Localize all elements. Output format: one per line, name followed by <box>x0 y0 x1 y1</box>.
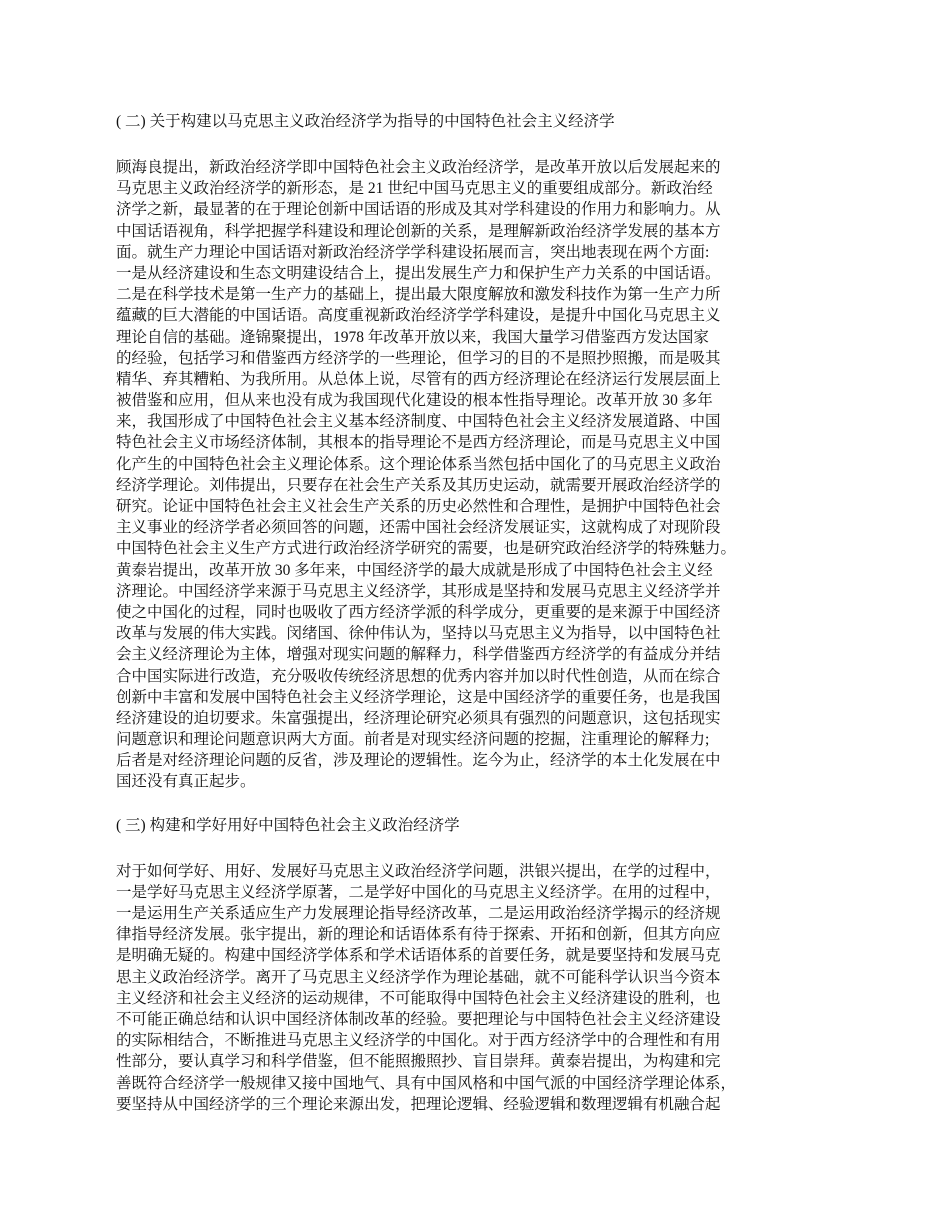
paragraph-line: 蕴藏的巨大潜能的中国话语。高度重视新政治经济学学科建设，是提升中国化马克思主义 <box>116 307 721 325</box>
document-page <box>116 111 842 1137</box>
paragraph-line: 经济学理论。刘伟提出，只要存在社会生产关系及其历史运动，就需要开展政治经济学的 <box>116 476 721 494</box>
paragraph-line: 善既符合经济学一般规律又接中国地气、具有中国风格和中国气派的中国经济学理论体系， <box>116 1074 737 1092</box>
paragraph-line: 二是在科学技术是第一生产力的基础上，提出最大限度解放和激发科技作为第一生产力所 <box>116 286 721 304</box>
paragraph-line: 一是运用生产关系适应生产力发展理论指导经济改革，二是运用政治经济学揭示的经济规 <box>116 905 721 922</box>
paragraph-line: 理论自信的基础。逄锦聚提出，1978 年改革开放以来，我国大量学习借鉴西方发达国家 <box>116 328 709 346</box>
paragraph-line: 要坚持从中国经济学的三个理论来源出发，把理论逻辑、经验逻辑和数理逻辑有机融合起 <box>116 1095 721 1113</box>
paragraph-line: 性部分，要认真学习和科学借鉴，但不能照搬照抄、盲目崇拜。黄泰岩提出，为构建和完 <box>116 1053 721 1071</box>
paragraph-line: 济理论。中国经济学来源于马克思主义经济学，其形成是坚持和发展马克思主义经济学并 <box>116 582 721 600</box>
paragraph-line: 不可能正确总结和认识中国经济体制改革的经验。要把理论与中国特色社会主义经济建设 <box>116 1010 721 1028</box>
section-body-2 <box>116 157 842 793</box>
paragraph-line: 顾海良提出，新政治经济学即中国特色社会主义政治经济学，是改革开放以后发展起来的 <box>116 159 721 176</box>
paragraph-line: 经济建设的迫切要求。朱富强提出，经济理论研究必须具有强烈的问题意识，这包括现实 <box>116 709 721 727</box>
paragraph-line: 中国特色社会主义生产方式进行政治经济学研究的需要，也是研究政治经济学的特殊魅力。 <box>116 540 737 558</box>
paragraph-line: 主义事业的经济学者必须回答的问题，还需中国社会经济发展证实，这就构成了对现阶段 <box>116 519 721 537</box>
paragraph-line: 对于如何学好、用好、发展好马克思主义政治经济学问题，洪银兴提出，在学的过程中， <box>116 862 721 880</box>
paragraph-line: 黄泰岩提出，改革开放 30 多年来，中国经济学的最大成就是形成了中国特色社会主义经 <box>116 561 713 579</box>
section-heading-2: ( 二) 关于构建以马克思主义政治经济学为指导的中国特色社会主义经济学 <box>116 113 615 130</box>
paragraph-line: 问题意识和理论问题意识两大方面。前者是对现实经济问题的挖掘，注重理论的解释力; <box>116 731 710 749</box>
paragraph-line: 的经验，包括学习和借鉴西方经济学的一些理论，但学习的目的不是照抄照搬，而是吸其 <box>116 349 721 367</box>
paragraph-line: 律指导经济发展。张宇提出，新的理论和话语体系有待于探索、开拓和创新，但其方向应 <box>116 926 721 944</box>
paragraph-line: 济学之新，最显著的在于理论创新中国话语的形成及其对学科建设的作用力和影响力。从 <box>116 201 721 219</box>
paragraph-line: 面。就生产力理论中国话语对新政治经济学学科建设拓展而言，突出地表现在两个方面: <box>116 243 710 261</box>
paragraph-line: 是明确无疑的。构建中国经济学体系和学术话语体系的首要任务，就是要坚持和发展马克 <box>116 947 721 965</box>
paragraph-line: 思主义政治经济学。离开了马克思主义经济学作为理论基础，就不可能科学认识当今资本 <box>116 968 721 986</box>
paragraph-line: 特色社会主义市场经济体制，其根本的指导理论不是西方经济理论，而是马克思主义中国 <box>116 434 721 452</box>
section-heading-3: ( 三) 构建和学好用好中国特色社会主义政治经济学 <box>116 816 460 834</box>
paragraph-line: 国还没有真正起步。 <box>116 773 256 791</box>
paragraph-line: 会主义经济理论为主体，增强对现实问题的解释力，科学借鉴西方经济学的有益成分并结 <box>116 646 721 664</box>
paragraph-line: 后者是对经济理论问题的反省，涉及理论的逻辑性。迄今为止，经济学的本土化发展在中 <box>116 752 721 770</box>
paragraph-line: 化产生的中国特色社会主义理论体系。这个理论体系当然包括中国化了的马克思主义政治 <box>116 455 721 473</box>
paragraph-line: 研究。论证中国特色社会主义社会生产关系的历史必然性和合理性，是拥护中国特色社会 <box>116 498 721 515</box>
section-body-3 <box>116 861 842 1115</box>
paragraph-line: 马克思主义政治经济学的新形态，是 21 世纪中国马克思主义的重要组成部分。新政治经 <box>116 180 713 198</box>
paragraph-line: 来，我国形成了中国特色社会主义基本经济制度、中国特色社会主义经济发展道路、中国 <box>116 413 721 431</box>
paragraph-line: 精华、弃其糟粕、为我所用。从总体上说，尽管有的西方经济理论在经济运行发展层面上 <box>116 370 721 388</box>
paragraph-line: 一是从经济建设和生态文明建设结合上，提出发展生产力和保护生产力关系的中国话语。 <box>116 264 721 282</box>
paragraph-line: 被借鉴和应用，但从来也没有成为我国现代化建设的根本性指导理论。改革开放 30 多年 <box>116 392 713 410</box>
paragraph-line: 合中国实际进行改造，充分吸收传统经济思想的优秀内容并加以时代性创造，从而在综合 <box>116 667 721 685</box>
paragraph-line: 一是学好马克思主义经济学原著，二是学好中国化的马克思主义经济学。在用的过程中， <box>116 883 721 901</box>
paragraph-line: 的实际相结合，不断推进马克思主义经济学的中国化。对于西方经济学中的合理性和有用 <box>116 1032 721 1050</box>
paragraph-line: 改革与发展的伟大实践。闵绪国、徐仲伟认为，坚持以马克思主义为指导，以中国特色社 <box>116 625 721 643</box>
paragraph-line: 主义经济和社会主义经济的运动规律，不可能取得中国特色社会主义经济建设的胜利，也 <box>116 989 721 1007</box>
paragraph-line: 中国话语视角，科学把握学科建设和理论创新的关系，是理解新政治经济学发展的基本方 <box>116 222 721 240</box>
paragraph-line: 使之中国化的过程，同时也吸收了西方经济学派的科学成分，更重要的是来源于中国经济 <box>116 603 721 621</box>
paragraph-line: 创新中丰富和发展中国特色社会主义经济学理论，这是中国经济学的重要任务，也是我国 <box>116 688 721 706</box>
